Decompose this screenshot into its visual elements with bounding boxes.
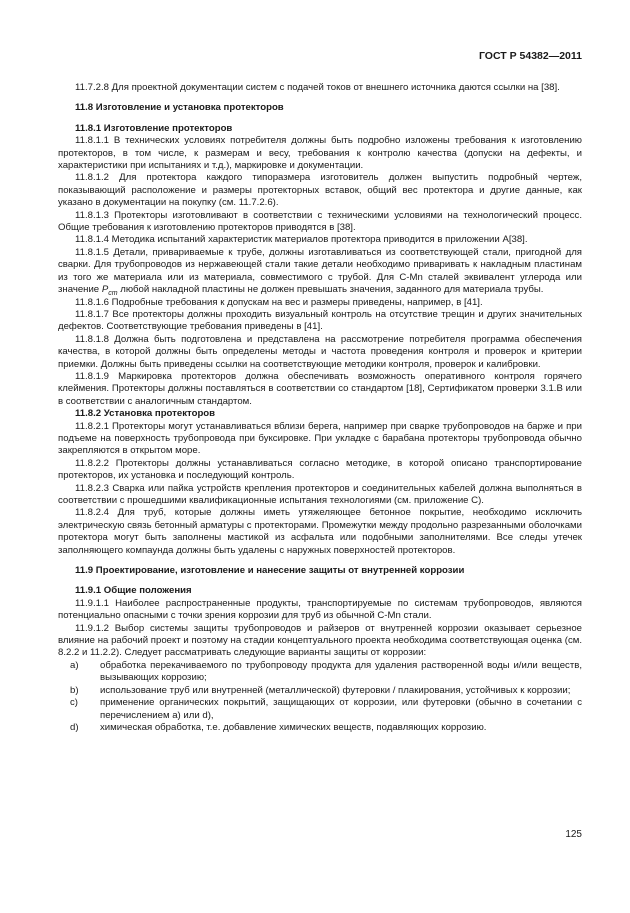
- pcm-symbol: P: [101, 284, 109, 296]
- paragraph-11-8-1-8: 11.8.1.8 Должна быть подготовлена и представлена на рассмотрение потребителя программа обеспечения качества, в которой должны быть определены методы и частота проведения контроля и проверок и критерии приемки. Должны быть приведены ссылки на соответствующие методики контроля, проверок и калибровки.: [58, 333, 582, 370]
- section-heading-11-9: 11.9 Проектирование, изготовление и нанесение защиты от внутренней коррозии: [75, 565, 465, 577]
- subsection-heading-11-8-2: 11.8.2 Установка протекторов: [75, 408, 216, 420]
- standard-header: ГОСТ Р 54382—2011: [478, 50, 582, 62]
- list-text: использование труб или внутренней (металлической) футеровки / плакирования, устойчивых к коррозии;: [100, 684, 571, 696]
- list-item-d: [58, 722, 582, 734]
- subsection-heading-11-8-1: 11.8.1 Изготовление протекторов: [75, 122, 233, 134]
- paragraph-11-8-2-3: 11.8.2.3 Сварка или пайка устройств крепления протекторов и соединительных кабелей должна выполняться в соответствии с прошедшими квалификационные испытания технологиями (см. приложение С).: [58, 482, 582, 506]
- section-heading-11-8: 11.8 Изготовление и установка протекторов: [75, 102, 284, 114]
- pcm-subscript: cm: [108, 290, 118, 297]
- paragraph-11-9-1-2: 11.9.1.2 Выбор системы защиты трубопроводов и райзеров от внутренней коррозии оказывает серьезное влияние на рабочий проект и поэтому на стадии концептуального проекта необходима соответствующая оценка (см. 8.2.2 и 11.2.2). Следует рассматривать следующие варианты защиты от коррозии:: [58, 622, 582, 659]
- paragraph-11-8-1-9: 11.8.1.9 Маркировка протекторов должна обеспечивать возможность оперативного контроля горячего клеймения. Протекторы должны поставляться в соответствии со стандартом [18], Сертификатом проверки 3.1.В или в соответствии с аналогичным стандартом.: [58, 370, 582, 407]
- list-item-a: [58, 660, 582, 685]
- paragraph-11-8-2-2: 11.8.2.2 Протекторы должны устанавливаться согласно методике, в которой описано транспортирование протекторов, их установка и последующий контроль.: [58, 457, 582, 482]
- paragraph-11-8-1-6: 11.8.1.6 Подробные требования к допускам на вес и размеры приведены, например, в [41].: [75, 296, 483, 308]
- list-marker: b): [70, 684, 79, 696]
- paragraph-11-8-1-4: 11.8.1.4 Методика испытаний характеристик материалов протектора приводится в приложении А[38].: [75, 234, 528, 246]
- paragraph-11-8-1-1: 11.8.1.1 В технических условиях потребителя должны быть подробно изложены требования к изготовлению протекторов, в том числе, к размерам и весу, требования к контролю качества (допуски на дефекты, и характеристики при испытаниях и т.д.), маркировке и документации.: [58, 135, 582, 172]
- paragraph-11-8-2-4: 11.8.2.4 Для труб, которые должны иметь утяжеляющее бетонное покрытие, необходимо исключить электрическую связь бетонный арматуры с протекторами. Промежутки между продольно разрезанными оболочками протектора могут быть заполнены мастикой из асфальта или подобными заполнителями. Все следы утечек заполняющего компаунда должны быть удалены с наружных поверхностей протекторов.: [58, 507, 582, 556]
- subsection-heading-11-9-1: 11.9.1 Общие положения: [75, 585, 192, 597]
- list-text: химическая обработка, т.е. добавление химических веществ, подавляющих коррозию.: [100, 721, 487, 733]
- list-marker: a): [70, 659, 79, 671]
- paragraph-11-8-2-1: 11.8.2.1 Протекторы могут устанавливаться вблизи берега, например при сварке трубопроводов на барже и при подъеме на поверхность трубопровода при буксировке. При укладке с барабана протекторы трубопровода обычно закрепляются в открытом море.: [58, 420, 582, 457]
- list-marker: d): [70, 721, 79, 733]
- paragraph-11-8-1-3: 11.8.1.3 Протекторы изготовливают в соответствии с техническими условиями на технологический процесс. Общие требования к изготовлению протекторов приводятся в [38].: [58, 209, 582, 234]
- paragraph-11-8-1-7: 11.8.1.7 Все протекторы должны проходить визуальный контроль на отсутствие трещин и других значительных дефектов. Соответствующие требования приведены в [41].: [58, 308, 582, 333]
- list-item-c: [58, 697, 582, 722]
- paragraph-11-9-1-1: 11.9.1.1 Наиболее распространенные продукты, транспортируемые по системам трубопроводов, являются потенциально опасными с точки зрения коррозии для труб из обычной C-Mn стали.: [58, 597, 582, 622]
- list-marker: c): [70, 697, 78, 709]
- paragraph-11-8-1-5-part1: 11.8.1.5 Детали, привариваемые к трубе, должны изготавливаться из соответствующей стали, пригодной для сварки. Для трубопроводов из нержавеющей стали такие детали необходимо приваривать к накладным пластинам из того же материала или из материала, совместимого с трубой. Для C-Mn сталей эквивалент углерода или значение: [58, 246, 582, 296]
- page-body: [58, 82, 582, 734]
- paragraph-11-8-1-2: 11.8.1.2 Для протектора каждого типоразмера изготовитель должен выпустить подробный чертеж, показывающий расположение и размеры протекторных вставок, общий вес протектора и другие данные, как указано в документации на покупку (см. 11.7.2.6).: [58, 172, 582, 209]
- list-text: применение органических покрытий, защищающих от коррозии, или футеровки (обычно в сочетании с перечислением а) или d),: [100, 697, 582, 721]
- paragraph-11-8-1-5-part2: любой накладной пластины не должен превышать значения, заданного для материала трубы.: [117, 284, 544, 296]
- paragraph-11-7-2-8: 11.7.2.8 Для проектной документации систем с подачей токов от внешнего источника даются ссылки на [38].: [75, 82, 560, 93]
- list-item-b: [58, 685, 582, 697]
- page-number: 125: [565, 829, 582, 840]
- paragraph-11-8-1-5: [58, 247, 582, 297]
- list-text: обработка перекачиваемого по трубопроводу продукта для удаления растворенной воды и/или веществ, вызывающих коррозию;: [100, 659, 582, 684]
